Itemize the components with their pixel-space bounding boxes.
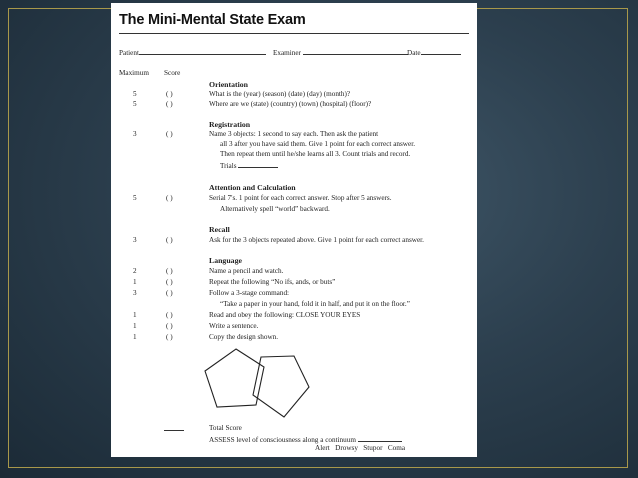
language-score-7: ( )	[166, 333, 173, 341]
language-item-3: Follow a 3-stage command:	[209, 289, 290, 297]
consciousness-levels: Alert Drowsy Stupor Coma	[315, 444, 406, 452]
language-max-3: 3	[133, 289, 137, 297]
language-item-2: Repeat the following “No ifs, ands, or buts”	[209, 278, 336, 286]
language-item-5: Read and obey the following: CLOSE YOUR EYES	[209, 311, 361, 319]
total-score-label: Total Score	[209, 424, 242, 432]
left-pentagon	[205, 349, 264, 407]
date-blank	[421, 47, 461, 55]
registration-line-1: Name 3 objects: 1 second to say each. Then ask the patient	[209, 130, 379, 138]
language-item-6: Write a sentence.	[209, 322, 259, 330]
examiner-field	[273, 47, 408, 58]
orientation-max-1: 5	[133, 90, 137, 98]
orientation-item-1: What is the (year) (season) (date) (day) (month)?	[209, 90, 351, 98]
language-heading: Language	[209, 256, 242, 265]
examiner-blank	[303, 47, 408, 55]
language-max-2: 1	[133, 278, 137, 286]
language-max-5: 1	[133, 311, 137, 319]
registration-line-2: all 3 after you have said them. Give 1 point for each correct answer.	[220, 140, 415, 148]
language-max-7: 1	[133, 333, 137, 341]
assess-label: ASSESS level of consciousness along a continuum	[209, 436, 356, 444]
language-score-1: ( )	[166, 267, 173, 275]
document-title: The Mini-Mental State Exam	[119, 12, 306, 28]
recall-max: 3	[133, 236, 137, 244]
language-command-text: “Take a paper in your hand, fold it in half, and put it on the floor.”	[220, 300, 410, 308]
exam-document	[111, 3, 477, 457]
date-label: Date	[407, 49, 421, 57]
language-item-7: Copy the design shown.	[209, 333, 279, 341]
maximum-header: Maximum	[119, 69, 149, 77]
title-rule	[119, 33, 469, 34]
score-header: Score	[164, 69, 181, 77]
orientation-score-1: ( )	[166, 90, 173, 98]
total-score-blank	[164, 423, 184, 434]
patient-blank	[139, 47, 266, 55]
attention-max: 5	[133, 194, 137, 202]
language-max-6: 1	[133, 322, 137, 330]
recall-heading: Recall	[209, 225, 230, 234]
language-item-1: Name a pencil and watch.	[209, 267, 284, 275]
recall-score: ( )	[166, 236, 173, 244]
registration-heading: Registration	[209, 120, 251, 129]
orientation-item-2: Where are we (state) (country) (town) (hospital) (floor)?	[209, 100, 372, 108]
language-score-5: ( )	[166, 311, 173, 319]
attention-line-2: Alternatively spell “world” backward.	[220, 205, 330, 213]
date-field	[407, 47, 461, 58]
examiner-label: Examiner	[273, 49, 301, 57]
registration-line-3: Then repeat them until he/she learns all 3. Count trials and record.	[220, 150, 411, 158]
language-max-1: 2	[133, 267, 137, 275]
attention-score: ( )	[166, 194, 173, 202]
patient-label: Patient	[119, 49, 139, 57]
language-score-2: ( )	[166, 278, 173, 286]
trials-label: Trials	[220, 162, 237, 170]
patient-field	[119, 47, 266, 58]
registration-trials	[220, 160, 278, 171]
intersecting-pentagons-figure	[201, 341, 313, 421]
attention-line-1: Serial 7's. 1 point for each correct answer. Stop after 5 answers.	[209, 194, 392, 202]
registration-score: ( )	[166, 130, 173, 138]
trials-blank	[238, 160, 278, 168]
recall-text: Ask for the 3 objects repeated above. Give 1 point for each correct answer.	[209, 236, 424, 244]
assess-blank	[358, 434, 402, 442]
orientation-heading: Orientation	[209, 80, 248, 89]
registration-max: 3	[133, 130, 137, 138]
language-score-3: ( )	[166, 289, 173, 297]
orientation-max-2: 5	[133, 100, 137, 108]
orientation-score-2: ( )	[166, 100, 173, 108]
attention-heading: Attention and Calculation	[209, 183, 296, 192]
language-score-6: ( )	[166, 322, 173, 330]
